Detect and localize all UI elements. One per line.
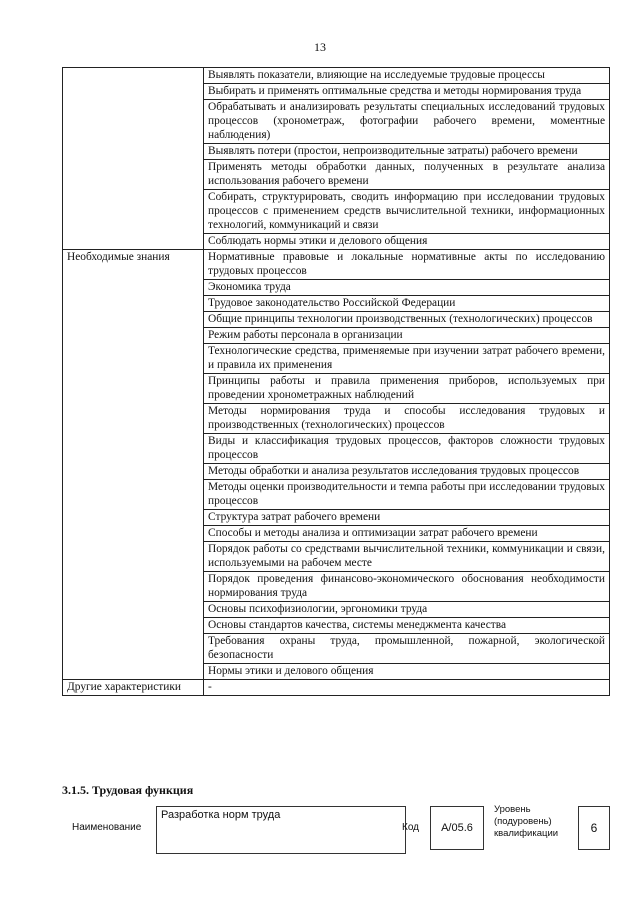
requirement-item: Основы стандартов качества, системы менеджмента качества: [204, 618, 610, 634]
page-number: 13: [314, 40, 326, 54]
level-value-box: 6: [578, 806, 610, 850]
requirement-item: Порядок проведения финансово-экономического обоснования необходимости нормирования труда: [204, 572, 610, 602]
requirements-table: [62, 67, 610, 696]
code-value-box: A/05.6: [430, 806, 484, 850]
requirement-item: Общие принципы технологии производственных (технологических) процессов: [204, 312, 610, 328]
requirement-item: Нормы этики и делового общения: [204, 664, 610, 680]
function-header: [62, 806, 622, 856]
requirement-item: -: [204, 680, 610, 696]
category-label: Другие характеристики: [63, 680, 204, 696]
requirement-item: Структура затрат рабочего времени: [204, 510, 610, 526]
requirement-item: Трудовое законодательство Российской Федерации: [204, 296, 610, 312]
section-title: 3.1.5. Трудовая функция: [62, 783, 194, 797]
name-label: Наименование: [72, 822, 142, 833]
requirement-item: Режим работы персонала в организации: [204, 328, 610, 344]
requirement-item: Собирать, структурировать, сводить информацию при исследовании трудовых процессов с применением средств вычислительной техники, информационных технологий, коммуникаций и связи: [204, 190, 610, 234]
requirement-item: Экономика труда: [204, 280, 610, 296]
code-label: Код: [402, 822, 420, 833]
requirement-item: Требования охраны труда, промышленной, пожарной, экологической безопасности: [204, 634, 610, 664]
table-row: [63, 680, 610, 696]
name-value-box: Разработка норм труда: [156, 806, 406, 854]
category-label: [63, 68, 204, 250]
requirement-item: Методы обработки и анализа результатов исследования трудовых процессов: [204, 464, 610, 480]
requirement-item: Принципы работы и правила применения приборов, используемых при проведении хронометражных наблюдений: [204, 374, 610, 404]
requirement-item: Выявлять потери (простои, непроизводительные затраты) рабочего времени: [204, 144, 610, 160]
table-row: [63, 68, 610, 84]
category-label: Необходимые знания: [63, 250, 204, 680]
requirement-item: Способы и методы анализа и оптимизации затрат рабочего времени: [204, 526, 610, 542]
requirement-item: Нормативные правовые и локальные нормативные акты по исследованию трудовых процессов: [204, 250, 610, 280]
requirement-item: Основы психофизиологии, эргономики труда: [204, 602, 610, 618]
requirement-item: Обрабатывать и анализировать результаты специальных исследований трудовых процессов (хронометраж, фотографии рабочего времени, моментные наблюдения): [204, 100, 610, 144]
requirement-item: Выбирать и применять оптимальные средства и методы нормирования труда: [204, 84, 610, 100]
requirement-item: Технологические средства, применяемые при изучении затрат рабочего времени, и правила их применения: [204, 344, 610, 374]
table-row: [63, 250, 610, 280]
requirement-item: Порядок работы со средствами вычислительной техники, коммуникации и связи, используемыми на рабочем месте: [204, 542, 610, 572]
requirement-item: Применять методы обработки данных, полученных в результате анализа использования рабочего времени: [204, 160, 610, 190]
requirement-item: Выявлять показатели, влияющие на исследуемые трудовые процессы: [204, 68, 610, 84]
requirement-item: Соблюдать нормы этики и делового общения: [204, 234, 610, 250]
requirement-item: Методы оценки производительности и темпа работы при исследовании трудовых процессов: [204, 480, 610, 510]
level-label: Уровень (подуровень) квалификации: [494, 804, 559, 839]
requirement-item: Виды и классификация трудовых процессов, факторов сложности трудовых процессов: [204, 434, 610, 464]
requirement-item: Методы нормирования труда и способы исследования трудовых и производственных (технологических) процессов: [204, 404, 610, 434]
